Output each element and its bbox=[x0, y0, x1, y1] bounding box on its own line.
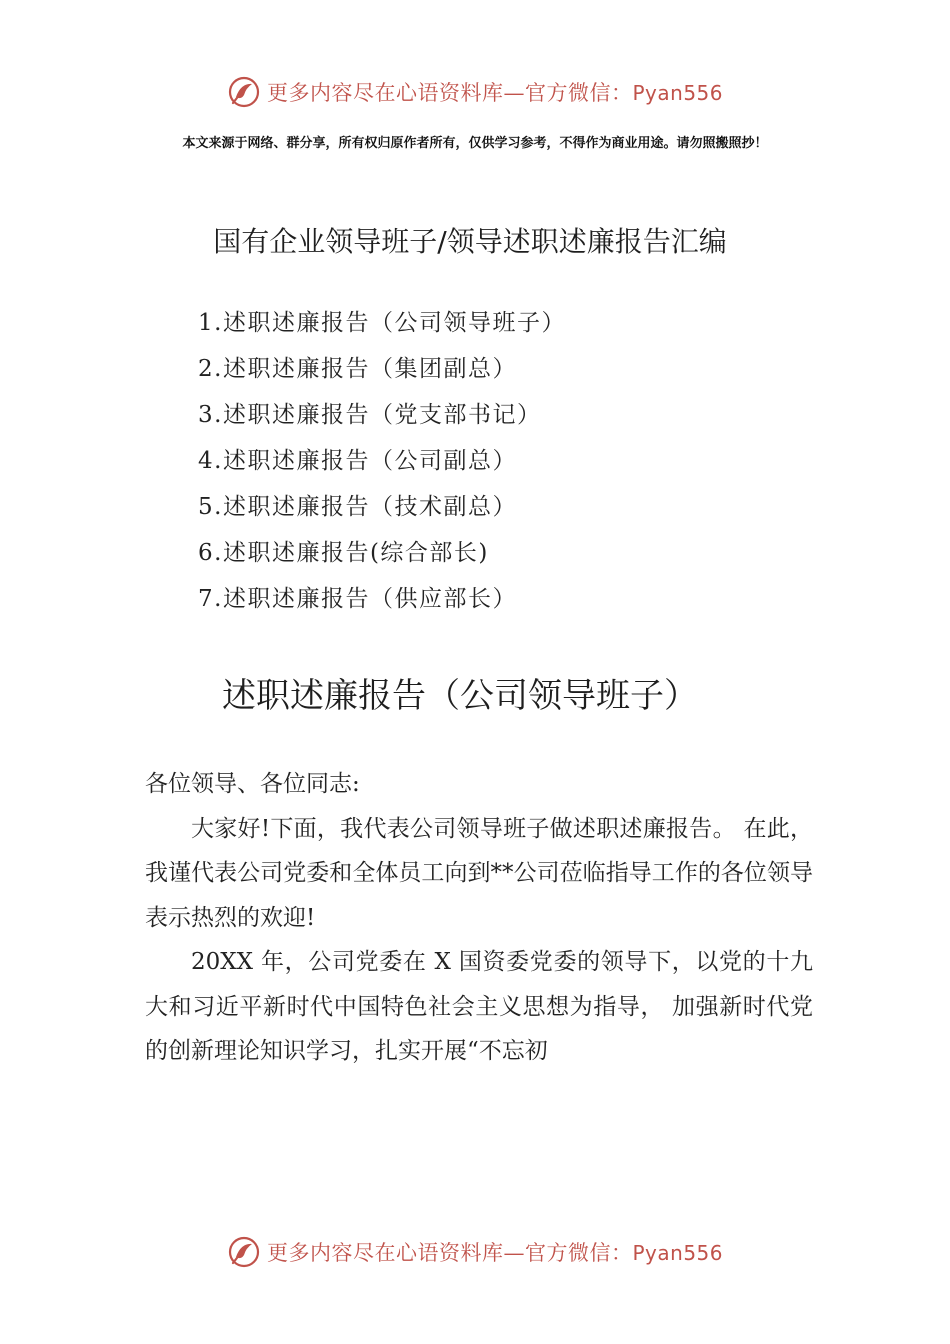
toc-item: 5.述职述廉报告（技术副总） bbox=[198, 494, 517, 520]
section-title: 述职述廉报告（公司领导班子） bbox=[222, 676, 698, 716]
toc-item: 3.述职述廉报告（党支部书记） bbox=[198, 402, 542, 428]
copyright-disclaimer: 本文来源于网络、群分享，所有权归原作者所有，仅供学习参考，不得作为商业用途。请勿照搬照抄！ bbox=[182, 136, 768, 151]
library-logo-icon bbox=[227, 1235, 261, 1269]
report-body bbox=[145, 762, 813, 1074]
banner-content bbox=[227, 75, 723, 109]
wechat-id: Pyan556 bbox=[632, 1241, 723, 1265]
header-banner bbox=[0, 72, 950, 112]
table-of-contents bbox=[198, 300, 566, 622]
body-paragraph: 20XX 年，公司党委在 X 国资委党委的领导下，以党的十九大和习近平新时代中国特色社会主义思想为指导， 加强新时代党的创新理论知识学习，扎实开展“不忘初 bbox=[145, 949, 813, 1064]
footer-banner bbox=[0, 1232, 950, 1272]
wechat-id: Pyan556 bbox=[632, 81, 723, 105]
toc-item: 7.述职述廉报告（供应部长） bbox=[198, 586, 517, 612]
library-logo-icon bbox=[227, 75, 261, 109]
banner-text: 更多内容尽在心语资料库—官方微信：Pyan556 bbox=[266, 1241, 723, 1265]
body-paragraph: 大家好!下面，我代表公司领导班子做述职述廉报告。 在此，我谨代表公司党委和全体员工向到**公司莅临指导工作的各位领导表示热烈的欢迎! bbox=[145, 815, 813, 931]
banner-text: 更多内容尽在心语资料库—官方微信：Pyan556 bbox=[266, 81, 723, 105]
banner-content bbox=[227, 1235, 723, 1269]
document-title: 国有企业领导班子/领导述职述廉报告汇编 bbox=[213, 225, 727, 258]
salutation: 各位领导、各位同志: bbox=[145, 771, 360, 797]
toc-item: 6.述职述廉报告(综合部长) bbox=[198, 540, 489, 566]
toc-item: 1.述职述廉报告（公司领导班子） bbox=[198, 310, 566, 336]
toc-item: 4.述职述廉报告（公司副总） bbox=[198, 448, 517, 474]
toc-item: 2.述职述廉报告（集团副总） bbox=[198, 356, 517, 382]
